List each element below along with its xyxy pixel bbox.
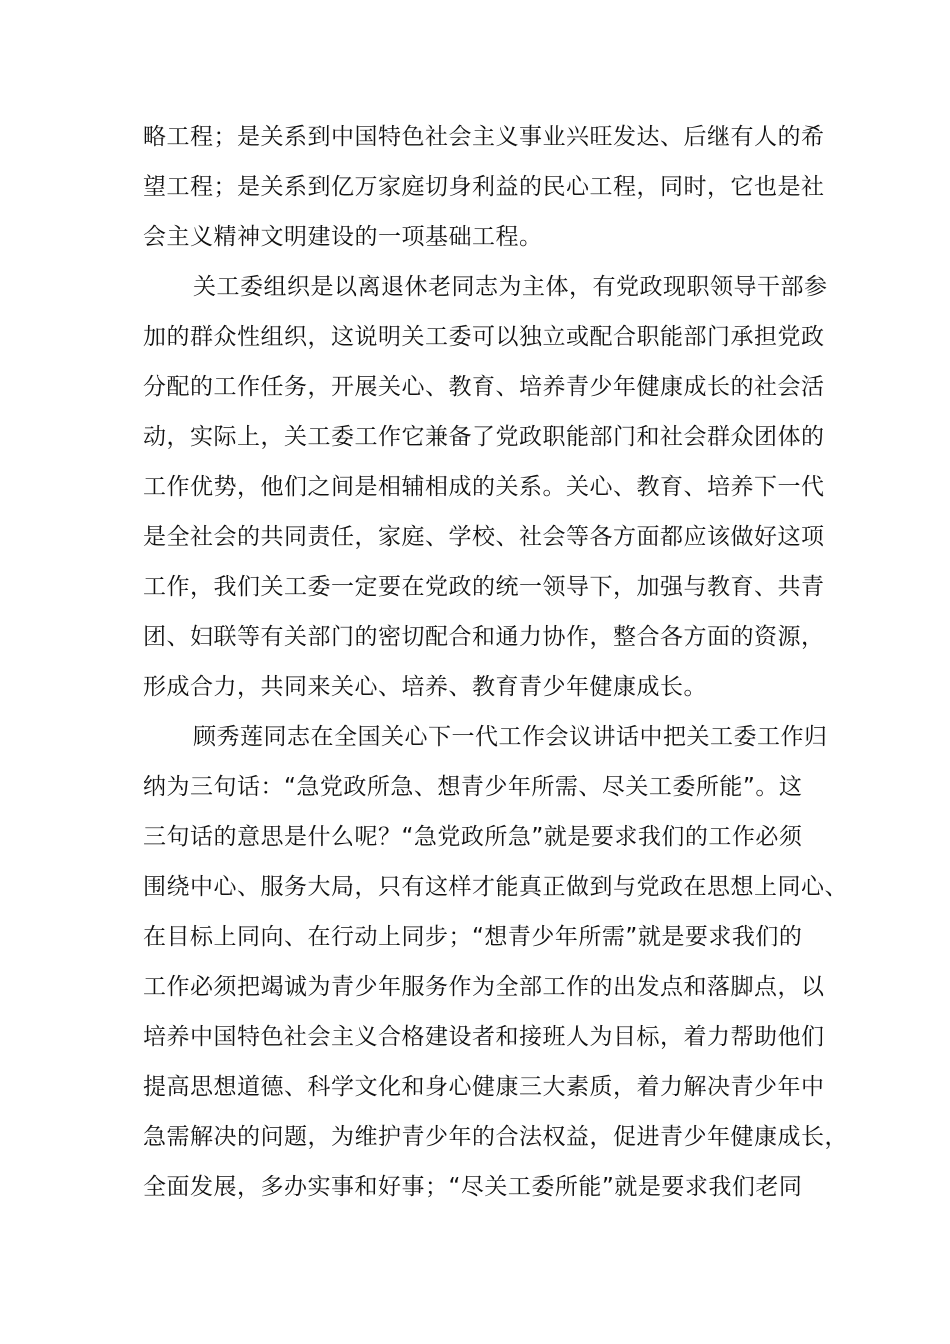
text-line: 工作，我们关工委一定要在党政的统一领导下，加强与教育、共青 (143, 574, 825, 600)
text-line: 三句话的意思是什么呢？“急党政所急”就是要求我们的工作必须 (143, 824, 803, 850)
document-body (143, 112, 848, 1212)
text-line: 加的群众性组织，这说明关工委可以独立或配合职能部门承担党政 (143, 324, 825, 350)
text-line: 急需解决的问题，为维护青少年的合法权益，促进青少年健康成长， (143, 1124, 848, 1150)
text-line: 纳为三句话：“急党政所急、想青少年所需、尽关工委所能”。这 (143, 774, 803, 800)
text-line: 工作必须把竭诚为青少年服务作为全部工作的出发点和落脚点，以 (143, 974, 825, 1000)
paragraph-first-line: 顾秀莲同志在全国关心下一代工作会议讲话中把关工委工作归 (193, 724, 828, 750)
text-line: 提高思想道德、科学文化和身心健康三大素质，着力解决青少年中 (143, 1074, 825, 1100)
text-line: 略工程；是关系到中国特色社会主义事业兴旺发达、后继有人的希 (143, 124, 825, 150)
text-line: 形成合力，共同来关心、培养、教育青少年健康成长。 (143, 674, 707, 700)
text-line: 培养中国特色社会主义合格建设者和接班人为目标，着力帮助他们 (143, 1024, 825, 1050)
text-line: 团、妇联等有关部门的密切配合和通力协作，整合各方面的资源， (143, 624, 825, 650)
text-line: 动，实际上，关工委工作它兼备了党政职能部门和社会群众团体的 (143, 424, 825, 450)
text-line: 工作优势，他们之间是相辅相成的关系。关心、教育、培养下一代 (143, 474, 825, 500)
text-line: 望工程；是关系到亿万家庭切身利益的民心工程，同时，它也是社 (143, 174, 825, 200)
text-line: 在目标上同向、在行动上同步；“想青少年所需”就是要求我们的 (143, 924, 803, 950)
text-line: 是全社会的共同责任，家庭、学校、社会等各方面都应该做好这项 (143, 524, 825, 550)
text-line: 围绕中心、服务大局，只有这样才能真正做到与党政在思想上同心、 (143, 874, 848, 900)
text-line: 会主义精神文明建设的一项基础工程。 (143, 224, 543, 250)
paragraph-first-line: 关工委组织是以离退休老同志为主体，有党政现职领导干部参 (193, 274, 828, 300)
text-line: 全面发展，多办实事和好事；“尽关工委所能”就是要求我们老同 (143, 1174, 803, 1200)
text-line: 分配的工作任务，开展关心、教育、培养青少年健康成长的社会活 (143, 374, 825, 400)
